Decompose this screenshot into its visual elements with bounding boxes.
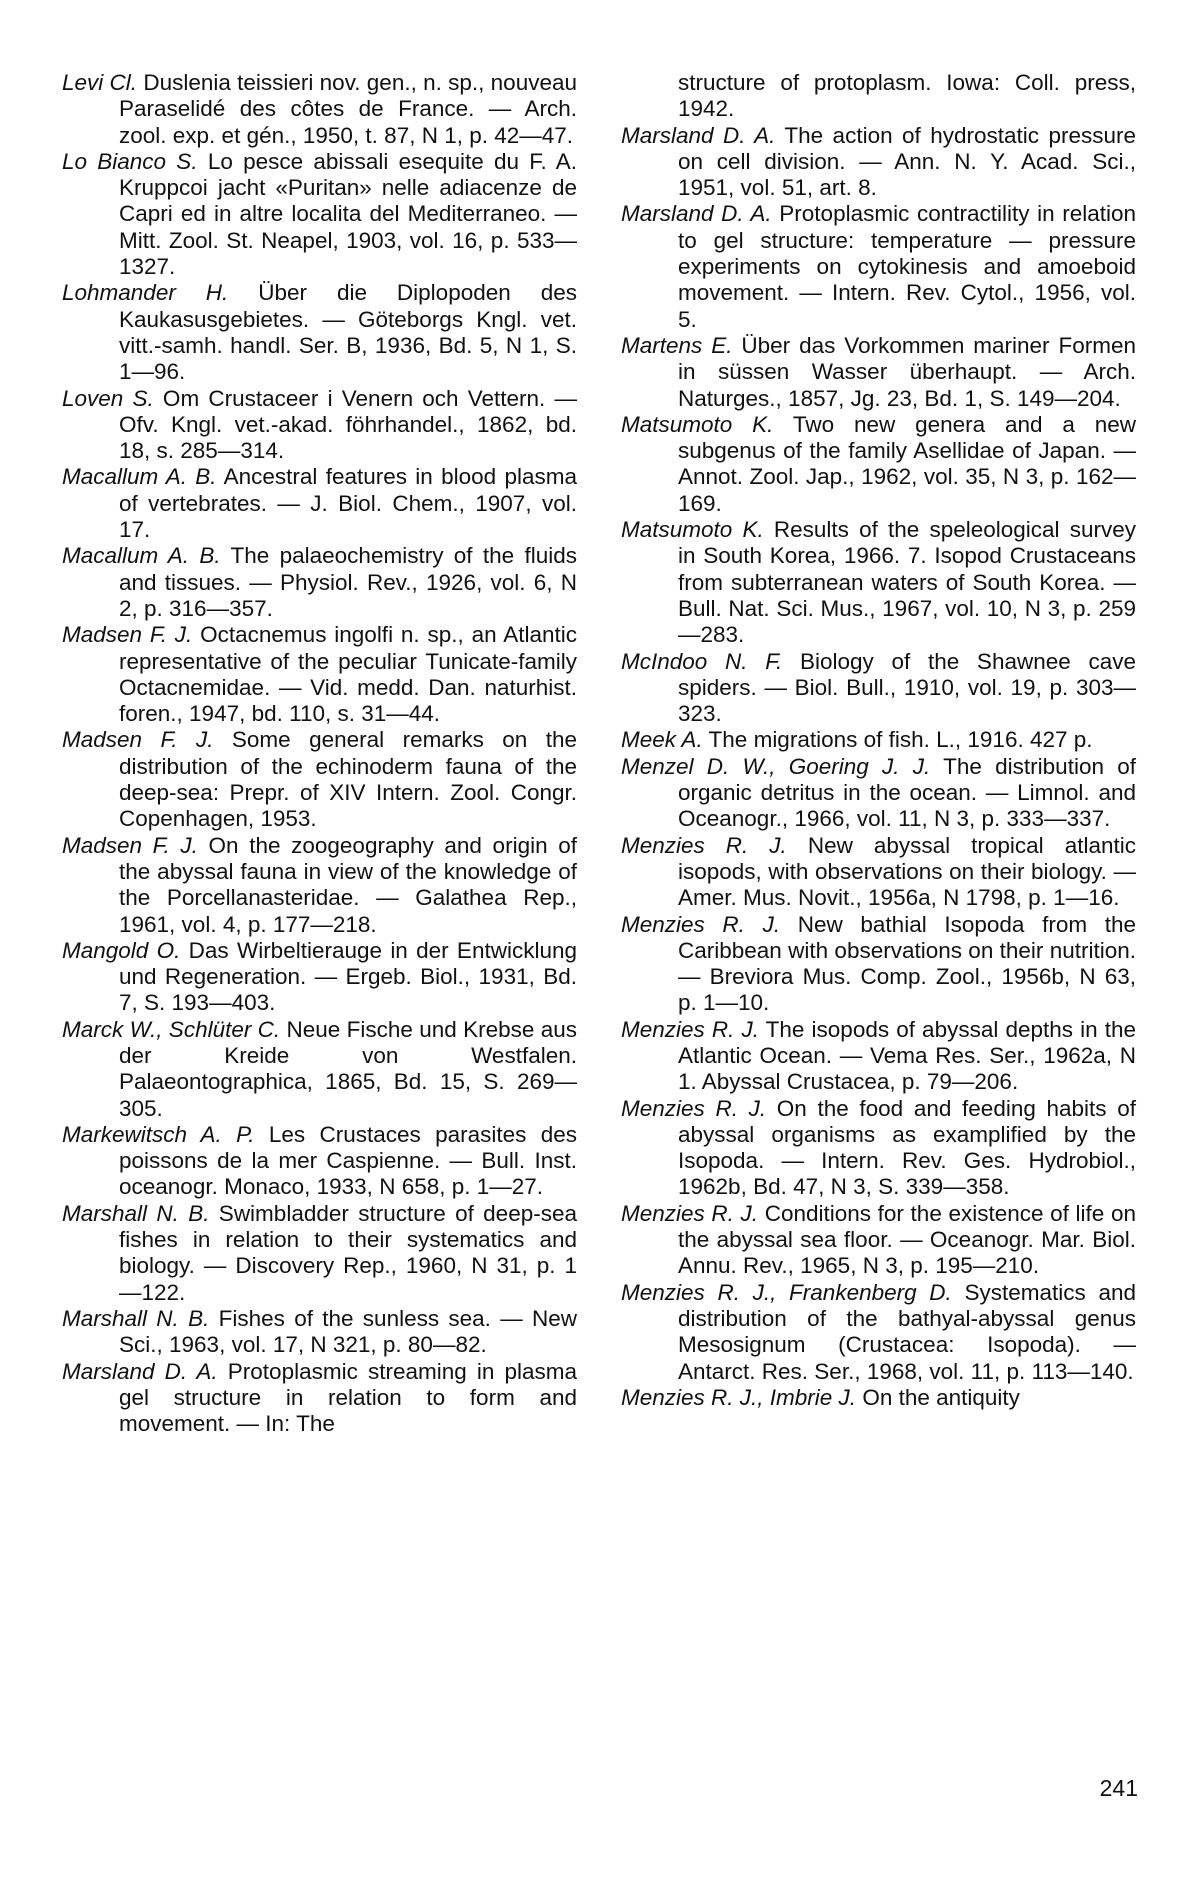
reference-author: Marshall N. B.: [62, 1306, 209, 1331]
reference-entry: [621, 333, 1136, 412]
reference-entry: [621, 1096, 1136, 1201]
reference-author: Matsumoto K.: [621, 412, 773, 437]
reference-author: Lohmander H.: [62, 280, 228, 305]
reference-entry: [62, 1306, 577, 1359]
reference-author: Meek A.: [621, 727, 703, 752]
reference-entry: [621, 517, 1136, 648]
reference-entry: [62, 70, 577, 149]
reference-text: Some general remarks on the distribution of the echinoderm fauna of the deep-sea: Prepr. of XIV Intern. Zool. Congr. Copenhagen, 1953.: [119, 727, 577, 831]
reference-author: Marshall N. B.: [62, 1201, 209, 1226]
page-number: 241: [1100, 1775, 1138, 1802]
reference-author: Marsland D. A.: [621, 123, 775, 148]
reference-author: McIndoo N. F.: [621, 649, 782, 674]
reference-entry: [621, 1280, 1136, 1385]
reference-text: On the antiquity: [856, 1385, 1020, 1410]
reference-entry: [621, 1017, 1136, 1096]
reference-text: Über die Diplopoden des Kaukasusgebietes. — Göteborgs Kngl. vet. vitt.-samh. handl. Ser. B, 1936, Bd. 5, N 1, S. 1—96.: [119, 280, 577, 384]
reference-entry: [621, 754, 1136, 833]
reference-text: New abyssal tropical atlantic isopods, with observations on their biology. — Amer. Mus. Novit., 1956a, N 1798, p. 1—16.: [678, 833, 1136, 911]
reference-text: Conditions for the existence of life on the abyssal sea floor. — Oceanogr. Mar. Biol. Annu. Rev., 1965, N 3, p. 195—210.: [678, 1201, 1136, 1279]
reference-text: On the zoogeography and origin of the abyssal fauna in view of the knowledge of the Porcellanasteridae. — Galathea Rep., 1961, vol. 4, p. 177—218.: [119, 833, 577, 937]
reference-author: Marck W., Schlüter C.: [62, 1017, 280, 1042]
reference-author: Madsen F. J.: [62, 622, 192, 647]
reference-text: Systematics and distribution of the bathyal-abyssal genus Mesosignum (Crustacea: Isopoda). — Antarct. Res. Ser., 1968, vol. 11, p. 113—140.: [678, 1280, 1136, 1384]
reference-text: Neue Fische und Krebse aus der Kreide von Westfalen. Palaeontographica, 1865, Bd. 15, S. 269—305.: [119, 1017, 577, 1121]
reference-author: Markewitsch A. P.: [62, 1122, 255, 1147]
reference-text: Biology of the Shawnee cave spiders. — Biol. Bull., 1910, vol. 19, p. 303—323.: [678, 649, 1136, 727]
reference-author: Menzies R. J.: [621, 1096, 766, 1121]
reference-entry: [621, 412, 1136, 517]
reference-text: The palaeochemistry of the fluids and tissues. — Physiol. Rev., 1926, vol. 6, N 2, p. 316—357.: [119, 543, 577, 621]
reference-entry: [621, 123, 1136, 202]
reference-entry: [62, 1122, 577, 1201]
right-column: [621, 70, 1136, 1411]
reference-text: New bathial Isopoda from the Caribbean with observations on their nutrition. — Breviora Mus. Comp. Zool., 1956b, N 63, p. 1—10.: [678, 912, 1136, 1016]
reference-author: Marsland D. A.: [621, 201, 772, 226]
reference-author: Menzies R. J.: [621, 912, 780, 937]
reference-author: Madsen F. J.: [62, 727, 213, 752]
reference-entry: [62, 1201, 577, 1306]
reference-text: Fishes of the sunless sea. — New Sci., 1963, vol. 17, N 321, p. 80—82.: [119, 1306, 577, 1357]
reference-text: The isopods of abyssal depths in the Atlantic Ocean. — Vema Res. Ser., 1962a, N 1. Abyssal Crustacea, p. 79—206.: [678, 1017, 1136, 1095]
reference-text: The migrations of fish. L., 1916. 427 p.: [703, 727, 1093, 752]
reference-text: Two new genera and a new subgenus of the family Asellidae of Japan. — Annot. Zool. Jap., 1962, vol. 35, N 3, p. 162—169.: [678, 412, 1136, 516]
reference-entry: [621, 912, 1136, 1017]
reference-text: Om Crustaceer i Venern och Vettern. — Ofv. Kngl. vet.-akad. föhrhandel., 1862, bd. 18, s. 285—314.: [119, 386, 577, 464]
left-column: [62, 70, 577, 1437]
reference-entry: [62, 1017, 577, 1122]
reference-author: Matsumoto K.: [621, 517, 764, 542]
reference-entry: [621, 1385, 1136, 1411]
reference-text: Über das Vorkommen mariner Formen in süssen Wasser überhaupt. — Arch. Naturges., 1857, Jg. 23, Bd. 1, S. 149—204.: [678, 333, 1136, 411]
reference-entry: [621, 649, 1136, 728]
reference-author: Macallum A. B.: [62, 543, 221, 568]
reference-entry: [62, 543, 577, 622]
reference-text: Lo pesce abissali esequite du F. A. Kruppcoi jacht «Puritan» nelle adiacenze de Capri ed in altre localita del Mediterraneo. — Mitt. Zool. St. Neapel, 1903, vol. 16, p. 533—1327.: [119, 149, 577, 279]
reference-author: Menzies R. J.: [621, 833, 787, 858]
bibliography-page: [0, 0, 1200, 1879]
reference-author: Menzies R. J.: [621, 1201, 758, 1226]
reference-author: Marsland D. A.: [62, 1359, 218, 1384]
reference-author: Menzies R. J.: [621, 1017, 759, 1042]
reference-text: Results of the speleological survey in South Korea, 1966. 7. Isopod Crustaceans from subterranean waters of South Korea. — Bull. Nat. Sci. Mus., 1967, vol. 10, N 3, p. 259—283.: [678, 517, 1136, 647]
reference-text: The action of hydrostatic pressure on cell division. — Ann. N. Y. Acad. Sci., 1951, vol. 51, art. 8.: [678, 123, 1136, 201]
reference-author: Menzies R. J., Imbrie J.: [621, 1385, 856, 1410]
reference-entry: [62, 833, 577, 938]
reference-entry: [621, 727, 1136, 753]
reference-author: Martens E.: [621, 333, 732, 358]
reference-text: Octacnemus ingolfi n. sp., an Atlantic representative of the peculiar Tunicate-family Octacnemidae. — Vid. medd. Dan. naturhist. foren., 1947, bd. 110, s. 31—44.: [119, 622, 577, 726]
reference-text: Ancestral features in blood plasma of vertebrates. — J. Biol. Chem., 1907, vol. 17.: [119, 464, 577, 542]
reference-author: Lo Bianco S.: [62, 149, 198, 174]
reference-text: On the food and feeding habits of abyssal organisms as examplified by the Isopoda. — Intern. Rev. Ges. Hydrobiol., 1962b, Bd. 47, N 3, S. 339—358.: [678, 1096, 1136, 1200]
reference-author: Madsen F. J.: [62, 833, 198, 858]
reference-author: Levi Cl.: [62, 70, 137, 95]
reference-author: Macallum A. B.: [62, 464, 217, 489]
reference-entry: [62, 727, 577, 832]
reference-author: Menzel D. W., Goering J. J.: [621, 754, 930, 779]
reference-text: Protoplasmic streaming in plasma gel structure in relation to form and movement. — In: The: [119, 1359, 577, 1437]
reference-text: structure of protoplasm. Iowa: Coll. press, 1942.: [678, 70, 1136, 121]
reference-author: Mangold O.: [62, 938, 180, 963]
reference-entry: [62, 280, 577, 385]
reference-text: Duslenia teissieri nov. gen., n. sp., nouveau Paraselidé des côtes de France. — Arch. zool. exp. et gén., 1950, t. 87, N 1, p. 42—47.: [119, 70, 577, 148]
reference-entry: [62, 938, 577, 1017]
reference-text: Les Crustaces parasites des poissons de la mer Caspienne. — Bull. Inst. oceanogr. Monaco, 1933, N 658, p. 1—27.: [119, 1122, 577, 1200]
reference-entry: [621, 1201, 1136, 1280]
reference-text: Swimbladder structure of deep-sea fishes in relation to their systematics and biology. — Discovery Rep., 1960, N 31, p. 1—122.: [119, 1201, 577, 1305]
reference-entry-continued: [621, 70, 1136, 123]
reference-text: Das Wirbeltierauge in der Entwicklung und Regeneration. — Ergeb. Biol., 1931, Bd. 7, S. 193—403.: [119, 938, 577, 1016]
reference-author: Menzies R. J., Frankenberg D.: [621, 1280, 952, 1305]
reference-text: Protoplasmic contractility in relation to gel structure: temperature — pressure experiments on cytokinesis and amoeboid movement. — Intern. Rev. Cytol., 1956, vol. 5.: [678, 201, 1136, 331]
reference-entry: [621, 833, 1136, 912]
reference-entry: [62, 622, 577, 727]
reference-text: The distribution of organic detritus in the ocean. — Limnol. and Oceanogr., 1966, vol. 11, N 3, p. 333—337.: [678, 754, 1136, 832]
reference-entry: [62, 464, 577, 543]
reference-author: Loven S.: [62, 386, 154, 411]
reference-entry: [62, 1359, 577, 1438]
reference-entry: [62, 149, 577, 280]
reference-entry: [621, 201, 1136, 332]
reference-entry: [62, 386, 577, 465]
